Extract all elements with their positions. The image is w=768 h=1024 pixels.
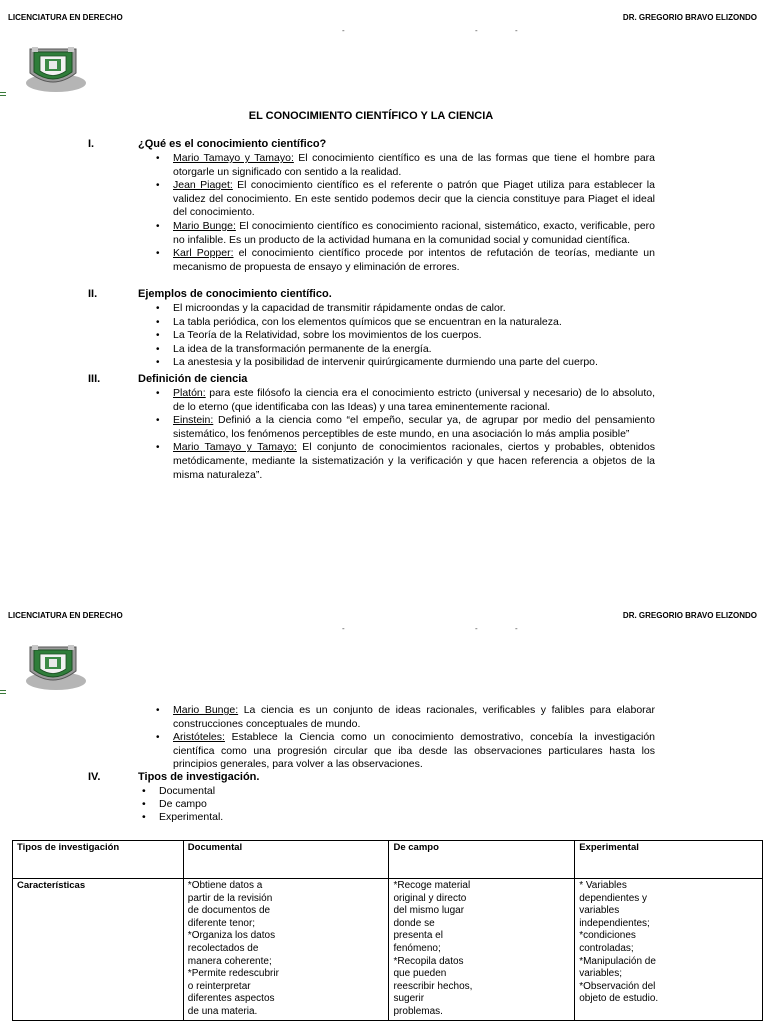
table-header-cell: De campo [389,841,575,879]
list-item: • Documental [159,785,223,798]
section-2-list [173,302,655,370]
research-types-table [12,840,763,1021]
list-item: • Einstein: Definió a la ciencia como “el empeño, secular ya, de agrupar por medio del pensamiento sistemático, los fenómenos perceptibles de este mundo, en una asociación lo más amplia posible” [173,414,655,441]
table-row [13,879,763,1021]
table-header-row [13,841,763,879]
table-header-cell: Documental [183,841,389,879]
header-author: DR. GREGORIO BRAVO ELIZONDO [622,611,757,620]
section-heading-2: II. Ejemplos de conocimiento científico. [88,288,332,300]
list-item: • Platón: para este filósofo la ciencia era el conocimiento estricto (universal y necesario) de lo absoluto, de lo eterno (que identificaba con las Ideas) y una tarea eminentemente racional. [173,387,655,414]
table-cell-campo: *Recoge material original y directo del mismo lugar donde se presenta el fenómeno; *Recopila datos que pueden reescribir hechos, sugerir problemas. [389,879,575,1021]
section-heading-4: IV. Tipos de investigación. [88,771,260,783]
list-item: • Mario Tamayo y Tamayo: El conocimiento científico es una de las formas que tiene el hombre para otorgarle un significado con sentido a la realidad. [173,152,655,179]
list-item: • Aristóteles: Establece la Ciencia como un conocimiento demostrativo, concebía la investigación científica como una progresión circular que iba desde las observaciones particulares hasta los principios generales, para volver a las observaciones. [173,731,655,772]
list-item: • Mario Tamayo y Tamayo: El conjunto de conocimientos racionales, ciertos y probables, obtenidos metódicamente, mediante la sistematización y la verificación y que hacen referencia a objetos de la misma naturaleza”. [173,441,655,482]
section-4-list [159,785,223,825]
page-2: LICENCIATURA EN DERECHO DR. GREGORIO BRAVO ELIZONDO - - - • Mario Bunge: La ciencia es un conjunto de ideas racionales, verificables y falibles para elaborar construcciones conceptuales de mundo. • Aristóteles: Establece la Ciencia como un conocimiento demostrativo, concebía la investigación científica como una progresión circular que iba desde las observaciones particulares hasta los principios generales, para volver a las observaciones. IV. Tipos de investigación. • Documental • De campo • Experimental. Tipos de investigación Documental De campo Experimental Características *Obtiene datos a partir de la revisión de documentos de diferente tenor; *Organiza los datos recolectados de manera coherente; *Permite redescubrir o reinterpretar diferentes aspectos de una materia. *Recoge material original y directo del mismo lugar donde se presenta el fenómeno; *Recopila datos que pueden reescribir hechos, sugerir problemas. * Variables dependientes y variables independientes; *condiciones controladas; *Manipulación de variables; *Observación del objeto de estudio. [0,598,768,1024]
header-program: LICENCIATURA EN DERECHO [8,13,123,22]
header-author: DR. GREGORIO BRAVO ELIZONDO [622,13,757,22]
list-item: • La tabla periódica, con los elementos químicos que se encuentran en la naturaleza. [173,316,655,330]
list-item: • Mario Bunge: El conocimiento científico es conocimiento racional, sistemático, exacto, verificable, pero no infalible. Es un producto de la actividad humana en la comunidad social y comunidad científica. [173,220,655,247]
list-item: • El microondas y la capacidad de transmitir rápidamente ondas de calor. [173,302,655,316]
margin-mark [0,690,6,696]
table-row-label: Características [13,879,184,1021]
list-item: • La idea de la transformación permanente de la energía. [173,343,655,357]
document-title: EL CONOCIMIENTO CIENTÍFICO Y LA CIENCIA [248,110,494,122]
list-item: • La Teoría de la Relatividad, sobre los movimientos de los cuerpos. [173,329,655,343]
page-1: LICENCIATURA EN DERECHO DR. GREGORIO BRAVO ELIZONDO - - - EL CONOCIMIENTO CIENTÍFICO Y LA CIENCIA I. ¿Qué es el conocimiento científico? • Mario Tamayo y Tamayo: El conocimiento científico es una de las formas que tiene el hombre para otorgarle un significado con sentido a la realidad. • Jean Piaget: El conocimiento científico es el referente o patrón que Piaget utiliza para establecer la validez del conocimiento. En este sentido podemos decir que la ciencia constituye para Piaget el ideal del conocimiento. • Mario Bunge: El conocimiento científico es conocimiento racional, sistemático, exacto, verificable, pero no infalible. Es un producto de la actividad humana en la comunidad social y comunidad científica. • Karl Popper: el conocimiento científico procede por intentos de refutación de teorías, mediante un mecanismo de propuesta de ensayo y eliminación de errores. II. Ejemplos de conocimiento científico. • El microondas y la capacidad de transmitir rápidamente ondas de calor. • La tabla periódica, con los elementos químicos que se encuentran en la naturaleza. • La Teoría de la Relatividad, sobre los movimientos de los cuerpos. • La idea de la transformación permanente de la energía. • La anestesia y la posibilidad de intervenir quirúrgicamente durmiendo una parte del cuerpo. III. Definición de ciencia • Platón: para este filósofo la ciencia era el conocimiento estricto (universal y necesario) de lo absoluto, de lo eterno (que identificaba con las Ideas) y una tarea eminentemente racional. • Einstein: Definió a la ciencia como “el empeño, secular ya, de agrupar por medio del pensamiento sistemático, los fenómenos perceptibles de este mundo, en una asociación lo más amplia posible” • Mario Tamayo y Tamayo: El conjunto de conocimientos racionales, ciertos y probables, obtenidos metódicamente, mediante la sistematización y la verificación y que hacen referencia a objetos de la misma naturaleza”. [0,0,768,580]
list-item: • Karl Popper: el conocimiento científico procede por intentos de refutación de teorías, mediante un mecanismo de propuesta de ensayo y eliminación de errores. [173,247,655,274]
header-program: LICENCIATURA EN DERECHO [8,611,123,620]
continued-list [173,704,655,772]
section-1-list [173,152,655,274]
section-3-list [173,387,655,482]
table-cell-documental: *Obtiene datos a partir de la revisión de documentos de diferente tenor; *Organiza los datos recolectados de manera coherente; *Permite redescubrir o reinterpretar diferentes aspectos de una materia. [183,879,389,1021]
section-heading-1: I. ¿Qué es el conocimiento científico? [88,138,327,150]
university-seal-icon [20,641,86,691]
table-header-cell: Tipos de investigación [13,841,184,879]
list-item: • De campo [159,798,223,811]
list-item: • La anestesia y la posibilidad de intervenir quirúrgicamente durmiendo una parte del cuerpo. [173,356,655,370]
university-seal-icon [20,43,86,93]
list-item: • Experimental. [159,811,223,824]
list-item: • Jean Piaget: El conocimiento científico es el referente o patrón que Piaget utiliza para establecer la validez del conocimiento. En este sentido podemos decir que la ciencia constituye para Piaget el ideal del conocimiento. [173,179,655,220]
list-item: • Mario Bunge: La ciencia es un conjunto de ideas racionales, verificables y falibles para elaborar construcciones conceptuales de mundo. [173,704,655,731]
table-header-cell: Experimental [575,841,763,879]
section-heading-3: III. Definición de ciencia [88,373,248,385]
table-cell-experimental: * Variables dependientes y variables independientes; *condiciones controladas; *Manipulación de variables; *Observación del objeto de estudio. [575,879,763,1021]
margin-mark [0,92,6,98]
